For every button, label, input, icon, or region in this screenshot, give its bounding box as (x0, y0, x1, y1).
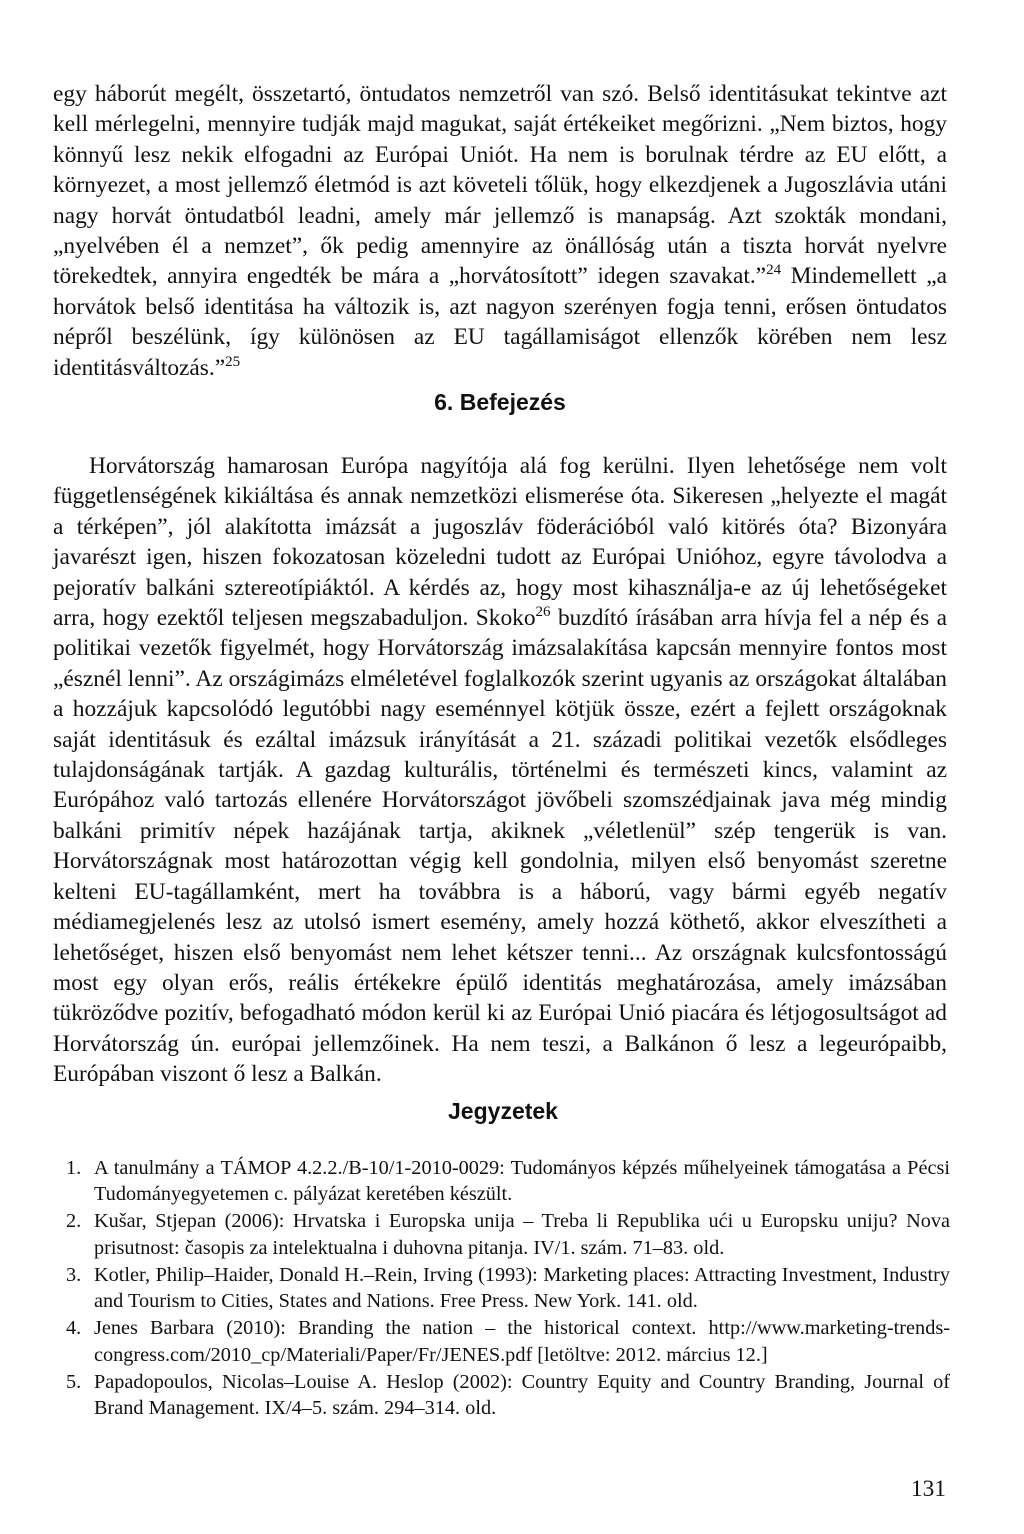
note-item (0, 1262, 950, 1315)
footnote-ref-26: 26 (535, 604, 551, 621)
note-number: 3. (66, 1263, 82, 1286)
note-number: 4. (66, 1317, 82, 1340)
note-item (0, 1208, 950, 1261)
body-paragraph-1 (53, 79, 947, 383)
page-number: 131 (910, 1476, 946, 1502)
paragraph-text: egy háborút megélt, összetartó, öntudatos nemzetről van szó. Belső identitásukat tekintve azt kell mérlegelni, mennyire tudják majd magukat, saját értékeiket megőrizni. „Nem biztos, hogy könnyű lesz nekik elfogadni az Európai Uniót. Ha nem is borulnak térdre az EU előtt, a környezet, a most jellemző életmód is azt követeli tőlük, hogy elkezdjenek a Jugoszlávia utáni nagy horvát öntudatból leadni, amely már jellemző is manapság. Azt szokták mondani, „nyelvében él a nemzet”, ők pedig amennyire az önállóság után a tiszta horvát nyelvre törekedtek, annyira engedték be mára a „horvátosított” idegen szavakat.” (53, 81, 947, 290)
section-heading-befejezes: 6. Befejezés (434, 389, 566, 415)
paragraph-text: buzdító írásában arra hívja fel a nép és a politikai vezetők figyelmét, hogy Horvátország imázsalakítása kapcsán mennyire fontos most „észnél lenni”. Az országimázs elméletével foglalkozók szerint ugyanis az országokat általában a hozzájuk kapcsolódó legutóbbi nagy eseménnyel kötjük össze, ezért a fejlett országoknak saját identitásuk és ezáltal imázsuk irányítását a 21. századi politikai vezetők elsődleges tulajdonságának tartják. A gazdag kulturális, történelmi és természeti kincs, valamint az Európához való tartozás ellenére Horvátországot jövőbeli szomszédjainak java még mindig balkáni primitív népek hazájának tartja, akiknek „véletlenül” szép tengerük is van. Horvátországnak most határozottan végig kell gondolnia, milyen első benyomást szeretne kelteni EU-tagállamként, mert ha továbbra is a háború, vagy bármi egyéb negatív médiamegjelenés lesz az utolsó ismert esemény, amely hozzá köthető, akkor elveszítheti a lehetőséget, hiszen első benyomást nem lehet kétszer tenni... Az országnak kulcsfontosságú most egy olyan erős, reális értékekre épülő identitás meghatározása, amely imázsában tükröződve pozitív, befogadható módon kerül ki az Európai Unió piacára és létjogosultságot ad Horvátország ún. európai jellemzőinek. Ha nem teszi, a Balkánon ő lesz a legeurópaibb, Európában viszont ő lesz a Balkán. (53, 605, 947, 1088)
note-item (0, 1369, 950, 1422)
section-heading-jegyzetek: Jegyzetek (448, 1098, 558, 1124)
body-paragraph-2 (53, 451, 947, 1090)
note-text: Papadopoulos, Nicolas–Louise A. Heslop (2002): Country Equity and Country Branding, Journal of Brand Management. IX/4–5. szám. 294–314. old. (94, 1370, 950, 1420)
note-text: Kotler, Philip–Haider, Donald H.–Rein, Irving (1993): Marketing places: Attracting Investment, Industry and Tourism to Cities, States and Nations. Free Press. New York. 141. old. (94, 1263, 950, 1313)
note-number: 2. (66, 1210, 82, 1233)
footnote-ref-25: 25 (225, 353, 241, 370)
footnote-ref-24: 24 (766, 262, 782, 279)
note-text: A tanulmány a TÁMOP 4.2.2./B-10/1-2010-0029: Tudományos képzés műhelyeinek támogatása a Pécsi Tudományegyetemen c. pályázat keretében készült. (94, 1157, 950, 1206)
paragraph-text: Horvátország hamarosan Európa nagyítója alá fog kerülni. Ilyen lehetősége nem volt függetlenségének kikiáltása és annak nemzetközi elismerése óta. Sikeresen „helyezte el magát a térképen”, jól alakította imázsát a jugoszláv föderációból való kitörés óta? Bizonyára javarészt igen, hiszen fokozatosan közeledni tudott az Európai Unióhoz, egyre távolodva a pejoratív balkáni sztereotípiáktól. A kérdés az, hogy most kihasználja-e az új lehetőségeket arra, hogy ezektől teljesen megszabaduljon. Skoko (53, 453, 947, 632)
note-item (0, 1315, 950, 1368)
note-text: Jenes Barbara (2010): Branding the nation – the historical context. http://www.marketing-trends-congress.com/2010_cp/Materiali/Paper/Fr/JENES.pdf [letöltve: 2012. március 12.] (94, 1317, 950, 1366)
notes-list (0, 1155, 1024, 1422)
note-item (0, 1155, 950, 1208)
paragraph-text: Mindemellett „a horvátok belső identitása ha változik is, azt nagyon szerényen fogja tenni, erősen öntudatos népről beszélünk, így különösen az EU tagállamiságot ellenzők körében nem lesz identitásváltozás.” (53, 263, 948, 381)
note-number: 1. (66, 1157, 82, 1179)
note-text: Kušar, Stjepan (2006): Hrvatska i Europska unija – Treba li Republika ući u Europsku uniju? Nova prisutnost: časopis za intelektualna i duhovna pitanja. IV/1. szám. 71–83. old. (94, 1210, 950, 1259)
note-number: 5. (66, 1370, 82, 1393)
